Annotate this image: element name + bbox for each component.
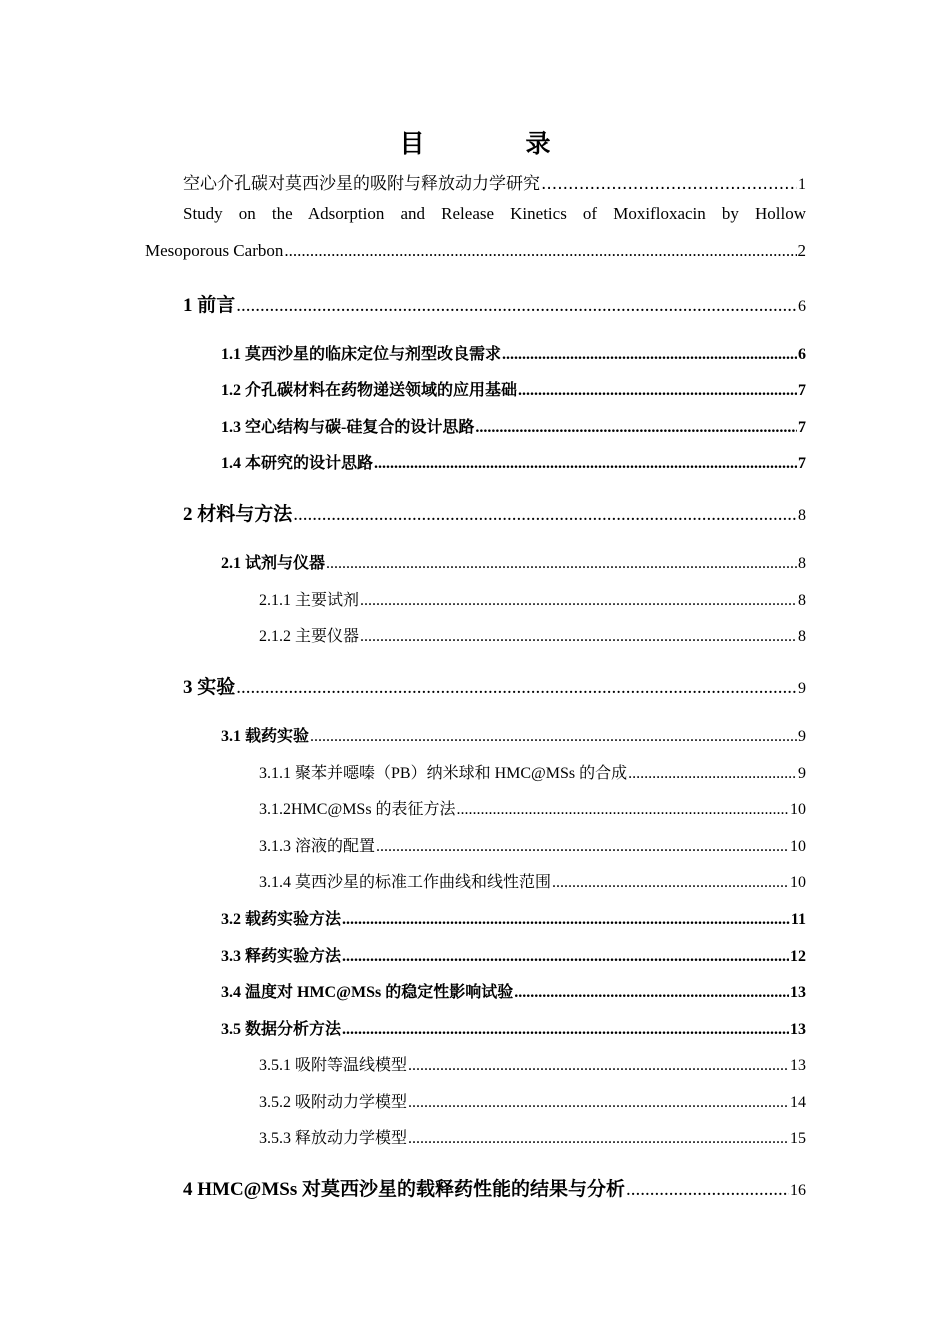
toc-entry-label: 3.3 释药实验方法 [221,948,342,965]
toc-entry-page: 6 [798,298,806,315]
toc-entry-2-1[interactable] [221,550,806,573]
toc-entry-label: Mesoporous Carbon [145,241,284,260]
toc-entry-2-1-1[interactable] [259,587,806,610]
toc-entry-page: 16 [790,1182,806,1199]
toc-entry-label: 1.1 莫西沙星的临床定位与剂型改良需求 [221,346,502,363]
toc-entry-page: 2 [797,241,806,260]
toc-entry-label: 3.5.3 释放动力学模型 [259,1130,408,1147]
toc-entry-1-1[interactable] [221,341,806,364]
toc-entry-2[interactable] [183,499,806,526]
toc-entry-label: 3.1 载药实验 [221,728,310,745]
toc-entry-label: 空心介孔碳对莫西沙星的吸附与释放动力学研究 [183,174,540,194]
toc-entry-label: 3.2 载药实验方法 [221,911,342,928]
toc-entry-1-3[interactable] [221,414,806,437]
toc-entry-page: 7 [798,382,806,399]
toc-entry-label: 3.4 温度对 HMC@MSs 的稳定性影响试验 [221,984,514,1001]
toc-entry-label: 3.1.4 莫西沙星的标准工作曲线和线性范围 [259,874,552,891]
toc-entry-3-3[interactable] [221,943,806,966]
toc-entry-2-1-2[interactable] [259,623,806,646]
toc-entry-3-1-1[interactable] [259,760,806,783]
toc-entry-3-1[interactable] [221,723,806,746]
toc-entry-3-5-3[interactable] [259,1125,806,1148]
toc-entry-page: 9 [798,680,806,697]
toc-entry-label: 3.5 数据分析方法 [221,1021,342,1038]
toc-entry-label: 2.1.2 主要仪器 [259,628,360,645]
toc-entry-3-1-2[interactable] [259,796,806,819]
toc-entry-3-5-2[interactable] [259,1089,806,1112]
toc-entry-label: 2.1 试剂与仪器 [221,555,326,572]
toc-entry-1[interactable] [183,290,806,317]
toc-entry-page: 11 [790,911,806,928]
toc-entry-1-2[interactable] [221,377,806,400]
toc-entry-english-abstract-line2[interactable] [145,241,806,261]
toc-entry-chinese-abstract[interactable] [183,169,806,194]
toc-entry-page: 13 [790,1057,806,1074]
toc-entry-label: 3 实验 [183,677,236,698]
toc-entry-page: 10 [790,874,806,891]
toc-entry-page: 10 [790,801,806,818]
toc-entry-3-5[interactable] [221,1016,806,1039]
toc-entry-4[interactable] [183,1174,806,1201]
toc-entry-3-5-1[interactable] [259,1052,806,1075]
toc-entry-label: 3.5.2 吸附动力学模型 [259,1094,408,1111]
toc-entry-page: 10 [790,838,806,855]
toc-entry-label: 3.1.1 聚苯并噁嗪（PB）纳米球和 HMC@MSs 的合成 [259,765,628,782]
toc-entry-label: 2 材料与方法 [183,504,293,525]
toc-entry-page: 13 [790,1021,806,1038]
toc-entry-3-1-4[interactable] [259,869,806,892]
toc-entry-label: 1.4 本研究的设计思路 [221,455,374,472]
toc-entry-label: 1 前言 [183,295,236,316]
toc-entry-label: 1.2 介孔碳材料在药物递送领域的应用基础 [221,382,518,399]
toc-title: 目 录 [399,129,589,158]
toc-entry-page: 7 [798,419,806,436]
toc-entry-label: 4 HMC@MSs 对莫西沙星的载释药性能的结果与分析 [183,1179,626,1200]
toc-entry-page: 8 [798,555,806,572]
toc-entry-page: 8 [798,592,806,609]
toc-entry-page: 9 [798,728,806,745]
toc-entry-page: 9 [798,765,806,782]
toc-entry-page: 8 [798,628,806,645]
toc-entry-3-1-3[interactable] [259,833,806,856]
toc-entry-3-2[interactable] [221,906,806,929]
toc-entry-page: 8 [798,507,806,524]
toc-entry-label: 3.1.3 溶液的配置 [259,838,376,855]
toc-entry-1-4[interactable] [221,450,806,473]
toc-entry-english-abstract-line1[interactable]: Study on the Adsorption and Release Kinetics of Moxifloxacin by Hollow [183,204,806,223]
toc-entry-label: 3.5.1 吸附等温线模型 [259,1057,408,1074]
toc-entry-page: 1 [798,176,806,193]
toc-entry-page: 14 [790,1094,806,1111]
toc-entry-page: 7 [798,455,806,472]
toc-entry-3-4[interactable] [221,979,806,1002]
toc-entry-page: 12 [790,948,806,965]
toc-entry-label: 3.1.2HMC@MSs 的表征方法 [259,801,456,818]
toc-entry-page: 13 [790,984,806,1001]
toc-entry-3[interactable] [183,672,806,699]
toc-entry-page: 15 [790,1130,806,1147]
toc-entry-page: 6 [798,346,806,363]
toc-entry-label: 1.3 空心结构与碳-硅复合的设计思路 [221,419,475,436]
toc-entry-label: 2.1.1 主要试剂 [259,592,360,609]
